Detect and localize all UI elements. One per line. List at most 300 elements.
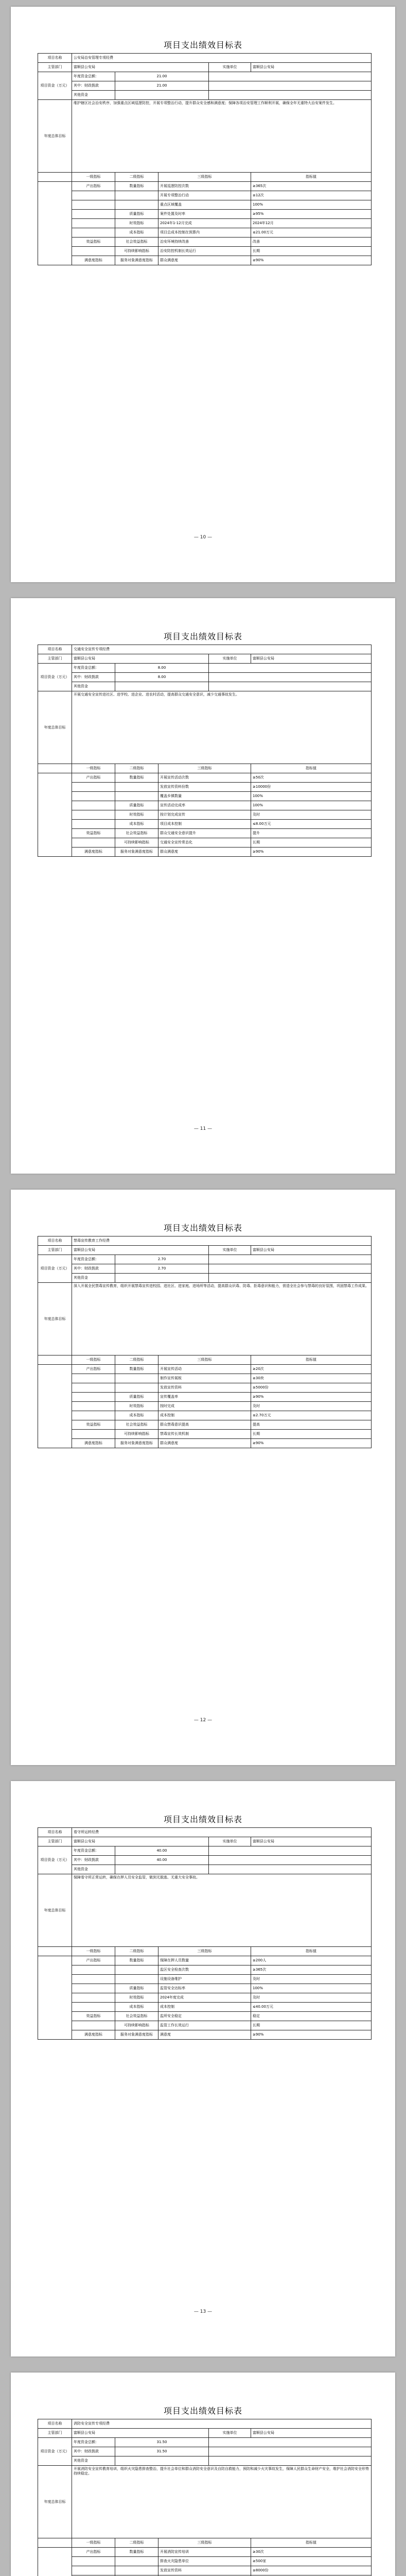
indicator-l1 (72, 219, 115, 228)
indicator-row (38, 820, 372, 829)
page-number: — 10 — (193, 535, 213, 540)
value-cell: 富顺县公安局 (72, 654, 209, 664)
indicator-row (38, 2021, 372, 2030)
label-cell: 主管部门 (38, 2429, 72, 2438)
header-cell: 三级指标 (158, 764, 251, 773)
page-title: 项目支出绩效目标表 (163, 40, 242, 50)
indicator-l1 (72, 1984, 115, 1993)
value-cell (115, 682, 209, 691)
indicator-l2: 成本指标 (115, 2003, 158, 2012)
label-cell: 年度资金总额： (72, 664, 115, 673)
indicator-l2 (115, 1383, 158, 1393)
header-cell: 三级指标 (158, 173, 251, 182)
label-cell: 其他资金 (72, 1274, 115, 1283)
indicator-l3: 群众满意度 (158, 256, 251, 265)
indicator-l3: 制作宣传展板 (158, 1374, 251, 1383)
label-cell: 其他资金 (72, 91, 115, 100)
indicator-l2: 时效指标 (115, 219, 158, 228)
indicator-l1 (72, 2003, 115, 2012)
indicator-l1 (72, 801, 115, 810)
label-cell: 其中：财政拨款 (72, 2447, 115, 2456)
indicator-value: ≥90% (251, 848, 372, 857)
value-cell: 31.50 (115, 2438, 209, 2447)
indicator-l3: 开展消防宣传培训 (158, 2548, 251, 2557)
indicator-l3: 成本控制 (158, 2003, 251, 2012)
indicator-l2: 时效指标 (115, 1993, 158, 2003)
indicator-l3: 治安环境持续改善 (158, 238, 251, 247)
goal-text: 维护辖区社会治安秩序，加强重点区域巡逻防控，开展专项整治行动，提升群众安全感和满意度；保障各项治安管理工作顺利开展，确保全年无重特大治安案件发生。 (72, 100, 372, 173)
row-other (38, 91, 372, 100)
row-goal (38, 1874, 372, 1947)
label-cell: 项目资金（万元） (38, 1846, 72, 1874)
value-cell (115, 1865, 209, 1874)
indicator-value: 100% (251, 801, 372, 810)
performance-table (38, 53, 372, 265)
indicator-l2: 社会效益指标 (115, 1420, 158, 1430)
indicator-row (38, 1984, 372, 1993)
indicator-value: ≥200人 (251, 1956, 372, 1965)
indicator-l3: 项目成本控制 (158, 820, 251, 829)
indicator-l1 (72, 1393, 115, 1402)
indicator-row (38, 1365, 372, 1374)
label-cell: 项目名称 (38, 1236, 72, 1246)
row-project-name (38, 645, 372, 654)
indicator-row (38, 2012, 372, 2021)
header-cell: 指标值 (251, 1355, 372, 1365)
indicator-value: ≤2.70万元 (251, 1411, 372, 1420)
row-indicator-header (38, 764, 372, 773)
row-other (38, 682, 372, 691)
row-goal (38, 691, 372, 764)
label-cell: 其中：财政拨款 (72, 1264, 115, 1274)
indicator-l2: 服务对象满意度指标 (115, 1439, 158, 1448)
indicator-row (38, 773, 372, 783)
value-cell (115, 91, 209, 100)
indicator-row (38, 848, 372, 857)
label-cell: 其中：财政拨款 (72, 1856, 115, 1865)
indicator-l2: 成本指标 (115, 228, 158, 238)
indicator-l2: 社会效益指标 (115, 238, 158, 247)
indicator-value: 长期 (251, 838, 372, 848)
indicator-l2: 数量指标 (115, 2548, 158, 2557)
indicator-row (38, 838, 372, 848)
indicator-row (38, 829, 372, 838)
empty-cell (38, 764, 72, 773)
label-cell: 年度总体目标 (38, 691, 72, 764)
page-title: 项目支出绩效目标表 (163, 1815, 242, 1824)
indicator-l3: 重点区域覆盖 (158, 200, 251, 210)
goal-text: 保障看守所正常运转，确保在押人员安全监管，做到无脱逃、无重大安全事故。 (72, 1874, 372, 1947)
page-number: — 13 — (193, 2309, 213, 2314)
goal-text: 开展交通安全宣传进社区、进学校、进企业、进农村活动，提高群众交通安全意识，减少交通事故发生。 (72, 691, 372, 764)
indicator-value: ≥365次 (251, 182, 372, 191)
empty-cell (209, 91, 372, 100)
row-indicator-header (38, 1355, 372, 1365)
value-cell: 21.00 (115, 72, 209, 81)
header-cell: 二级指标 (115, 1947, 158, 1956)
indicator-l3: 成本控制 (158, 1411, 251, 1420)
indicator-l3: 案件处置及时率 (158, 210, 251, 219)
indicator-group-cell (38, 182, 72, 265)
value-cell: 31.50 (115, 2447, 209, 2456)
row-fiscal (38, 81, 372, 91)
empty-cell (209, 1865, 372, 1874)
indicator-l2: 服务对象满意度指标 (115, 848, 158, 857)
indicator-value: ≥20次 (251, 1365, 372, 1374)
indicator-row (38, 1975, 372, 1984)
header-cell: 指标值 (251, 764, 372, 773)
value-cell: 富顺县公安局 (72, 1246, 209, 1255)
indicator-row (38, 2557, 372, 2566)
empty-cell (209, 1856, 372, 1865)
indicator-l3: 监所安全稳定 (158, 2012, 251, 2021)
label-cell: 其他资金 (72, 2456, 115, 2466)
indicator-l3: 开展宣传活动次数 (158, 773, 251, 783)
document-page (11, 1190, 395, 1765)
indicator-l3: 保障在押人员数量 (158, 1956, 251, 1965)
header-cell: 二级指标 (115, 173, 158, 182)
empty-cell (38, 2538, 72, 2548)
label-cell: 年度资金总额： (72, 1255, 115, 1264)
row-fiscal (38, 1856, 372, 1865)
indicator-value: ≥10000份 (251, 783, 372, 792)
indicator-row (38, 256, 372, 265)
row-other (38, 1274, 372, 1283)
label-cell: 主管部门 (38, 654, 72, 664)
label-cell: 项目资金（万元） (38, 72, 72, 100)
label-cell: 实施单位 (209, 63, 251, 72)
indicator-value: ≥500家 (251, 2557, 372, 2566)
row-indicator-header (38, 1947, 372, 1956)
indicator-l1: 产出指标 (72, 1956, 115, 1965)
header-cell: 三级指标 (158, 1947, 251, 1956)
indicator-value: ≥90% (251, 1439, 372, 1448)
indicator-l3: 交通安全宣传常态化 (158, 838, 251, 848)
value-cell: 消防安全宣传专项经费 (72, 2419, 372, 2429)
indicator-value: ≥30块 (251, 1374, 372, 1383)
indicator-row (38, 2030, 372, 2040)
label-cell: 主管部门 (38, 63, 72, 72)
indicator-value: 100% (251, 1984, 372, 1993)
indicator-l2: 可持续影响指标 (115, 838, 158, 848)
indicator-l3: 满意度 (158, 2030, 251, 2040)
row-dept (38, 1837, 372, 1846)
indicator-row (38, 1430, 372, 1439)
indicator-row (38, 1993, 372, 2003)
indicator-l3: 宣传覆盖率 (158, 1393, 251, 1402)
indicator-l3: 发放宣传资料 (158, 1383, 251, 1393)
indicator-l3: 开展专项整治行动 (158, 191, 251, 200)
indicator-value: ≥8000份 (251, 2566, 372, 2575)
indicator-l2: 质量指标 (115, 1393, 158, 1402)
row-dept (38, 654, 372, 664)
indicator-l1: 满意度指标 (72, 256, 115, 265)
indicator-row (38, 810, 372, 820)
indicator-value: 2024年12月 (251, 219, 372, 228)
empty-cell (209, 2438, 372, 2447)
header-cell: 二级指标 (115, 1355, 158, 1365)
indicator-l3: 按时完成 (158, 1402, 251, 1411)
indicator-value: ≥5000份 (251, 1383, 372, 1393)
indicator-row (38, 219, 372, 228)
empty-cell (209, 1264, 372, 1274)
header-cell: 二级指标 (115, 2538, 158, 2548)
header-cell: 二级指标 (115, 764, 158, 773)
value-cell: 富顺县公安局 (72, 1837, 209, 1846)
indicator-l1: 满意度指标 (72, 1439, 115, 1448)
indicator-l1 (72, 1965, 115, 1975)
row-project-name (38, 2419, 372, 2429)
indicator-l1 (72, 247, 115, 256)
page-title: 项目支出绩效目标表 (163, 632, 242, 641)
indicator-l2: 服务对象满意度指标 (115, 256, 158, 265)
document-page (11, 7, 395, 582)
indicator-row (38, 1393, 372, 1402)
indicator-l3: 群众满意度 (158, 1439, 251, 1448)
row-indicator-header (38, 2538, 372, 2548)
label-cell: 项目资金（万元） (38, 664, 72, 691)
indicator-row (38, 228, 372, 238)
indicator-l1 (72, 1430, 115, 1439)
indicator-l2 (115, 191, 158, 200)
page-number: — 11 — (193, 1126, 213, 1131)
indicator-value: 及时 (251, 1975, 372, 1984)
empty-cell (38, 173, 72, 182)
value-cell (115, 2456, 209, 2466)
indicator-value: ≥95% (251, 210, 372, 219)
indicator-l2 (115, 1374, 158, 1383)
indicator-l2: 社会效益指标 (115, 2012, 158, 2021)
indicator-row (38, 1374, 372, 1383)
indicator-l1 (72, 783, 115, 792)
label-cell: 项目名称 (38, 54, 72, 63)
empty-cell (209, 72, 372, 81)
value-cell: 8.00 (115, 673, 209, 682)
indicator-row (38, 2548, 372, 2557)
empty-cell (209, 1255, 372, 1264)
indicator-l2: 质量指标 (115, 801, 158, 810)
indicator-row (38, 1402, 372, 1411)
label-cell: 其他资金 (72, 1865, 115, 1874)
row-indicator-header (38, 173, 372, 182)
indicator-l2 (115, 2557, 158, 2566)
row-fiscal (38, 673, 372, 682)
indicator-row (38, 210, 372, 219)
label-cell: 年度总体目标 (38, 2466, 72, 2538)
indicator-row (38, 182, 372, 191)
value-cell: 富顺县公安局 (251, 63, 372, 72)
indicator-l3: 项目总成本控制在预算内 (158, 228, 251, 238)
empty-cell (38, 1355, 72, 1365)
label-cell: 其中：财政拨款 (72, 673, 115, 682)
label-cell: 主管部门 (38, 1837, 72, 1846)
indicator-value: 及时 (251, 1993, 372, 2003)
indicator-row (38, 1411, 372, 1420)
indicator-value: ≥365次 (251, 1965, 372, 1975)
indicator-l2: 时效指标 (115, 1402, 158, 1411)
indicator-row (38, 1383, 372, 1393)
indicator-value: ≤21.00万元 (251, 228, 372, 238)
indicator-l1: 效益指标 (72, 2012, 115, 2021)
indicator-l1 (72, 2021, 115, 2030)
row-other (38, 1865, 372, 1874)
value-cell: 富顺县公安局 (72, 2429, 209, 2438)
indicator-l2: 可持续影响指标 (115, 247, 158, 256)
indicator-row (38, 1439, 372, 1448)
indicator-l1 (72, 820, 115, 829)
indicator-l3: 按计划完成宣传 (158, 810, 251, 820)
indicator-l1: 效益指标 (72, 1420, 115, 1430)
label-cell: 年度总体目标 (38, 1874, 72, 1947)
label-cell: 其他资金 (72, 682, 115, 691)
indicator-l1: 满意度指标 (72, 2030, 115, 2040)
performance-table (38, 645, 372, 857)
indicator-l2: 质量指标 (115, 1984, 158, 1993)
indicator-l2 (115, 1965, 158, 1975)
empty-cell (209, 682, 372, 691)
indicator-l1: 满意度指标 (72, 848, 115, 857)
row-funds (38, 1255, 372, 1264)
indicator-l3: 群众禁毒意识提高 (158, 1420, 251, 1430)
indicator-l3: 监区安全检查次数 (158, 1965, 251, 1975)
indicator-l2: 质量指标 (115, 210, 158, 219)
indicator-l1: 产出指标 (72, 2548, 115, 2557)
row-fiscal (38, 2447, 372, 2456)
row-project-name (38, 1828, 372, 1837)
value-cell: 富顺县公安局 (251, 2429, 372, 2438)
row-project-name (38, 1236, 372, 1246)
performance-table (38, 1827, 372, 2040)
indicator-row (38, 238, 372, 247)
indicator-value: 稳定 (251, 2012, 372, 2021)
indicator-row (38, 801, 372, 810)
performance-table (38, 1236, 372, 1448)
indicator-l2: 可持续影响指标 (115, 1430, 158, 1439)
indicator-row (38, 1956, 372, 1965)
header-cell: 三级指标 (158, 1355, 251, 1365)
indicator-value: 改善 (251, 238, 372, 247)
row-other (38, 2456, 372, 2466)
indicator-row (38, 2003, 372, 2012)
indicator-l3: 覆盖乡镇数量 (158, 792, 251, 801)
indicator-value: 提升 (251, 829, 372, 838)
goal-text: 深入开展全民禁毒宣传教育，组织开展禁毒宣传进校园、进社区、进家庭、进场所等活动，提高群众识毒、防毒、拒毒意识和能力，营造全社会参与禁毒的良好氛围，巩固禁毒工作成果。 (72, 1283, 372, 1355)
value-cell: 富顺县公安局 (251, 1837, 372, 1846)
document-page (11, 598, 395, 1174)
row-goal (38, 2466, 372, 2538)
indicator-value: ≥12次 (251, 191, 372, 200)
indicator-value: 100% (251, 200, 372, 210)
indicator-l2: 成本指标 (115, 820, 158, 829)
indicator-l1 (72, 1993, 115, 2003)
value-cell: 2.70 (115, 1255, 209, 1264)
indicator-value: 长期 (251, 1430, 372, 1439)
indicator-value: 长期 (251, 247, 372, 256)
empty-cell (209, 81, 372, 91)
indicator-l1 (72, 1374, 115, 1383)
row-funds (38, 1846, 372, 1856)
header-cell: 指标值 (251, 1947, 372, 1956)
row-goal (38, 1283, 372, 1355)
performance-table (38, 2419, 372, 2576)
empty-cell (38, 1947, 72, 1956)
indicator-l3: 发放宣传资料份数 (158, 783, 251, 792)
empty-cell (209, 2456, 372, 2466)
indicator-l3: 发放宣传资料 (158, 2566, 251, 2575)
indicator-l2: 可持续影响指标 (115, 2021, 158, 2030)
header-cell: 一级指标 (72, 2538, 115, 2548)
indicator-l3: 宣传活动完成率 (158, 801, 251, 810)
row-fiscal (38, 1264, 372, 1274)
row-funds (38, 2438, 372, 2447)
indicator-l1 (72, 1975, 115, 1984)
label-cell: 主管部门 (38, 1246, 72, 1255)
indicator-row (38, 247, 372, 256)
indicator-l1 (72, 1383, 115, 1393)
indicator-value: 提高 (251, 1420, 372, 1430)
label-cell: 实施单位 (209, 654, 251, 664)
label-cell: 实施单位 (209, 1246, 251, 1255)
indicator-value: 长期 (251, 2021, 372, 2030)
indicator-l2: 成本指标 (115, 1411, 158, 1420)
label-cell: 项目名称 (38, 1828, 72, 1837)
indicator-value: 100% (251, 792, 372, 801)
indicator-l3: 设施设备维护 (158, 1975, 251, 1984)
value-cell: 40.00 (115, 1846, 209, 1856)
indicator-value: ≥90% (251, 2030, 372, 2040)
empty-cell (209, 673, 372, 682)
label-cell: 年度资金总额： (72, 1846, 115, 1856)
indicator-l1 (72, 200, 115, 210)
value-cell: 公安局治安管理专项经费 (72, 54, 372, 63)
indicator-l2 (115, 783, 158, 792)
indicator-l1: 产出指标 (72, 1365, 115, 1374)
indicator-row (38, 191, 372, 200)
indicator-l1: 产出指标 (72, 182, 115, 191)
indicator-row (38, 1420, 372, 1430)
page-title: 项目支出绩效目标表 (163, 1223, 242, 1233)
value-cell: 40.00 (115, 1856, 209, 1865)
indicator-l1 (72, 2566, 115, 2575)
indicator-value: 及时 (251, 810, 372, 820)
value-cell: 富顺县公安局 (251, 1246, 372, 1255)
indicator-group-cell (38, 2548, 72, 2576)
indicator-l2: 数量指标 (115, 182, 158, 191)
page-title: 项目支出绩效目标表 (163, 2406, 242, 2416)
indicator-l3: 群众交通安全意识提升 (158, 829, 251, 838)
indicator-row (38, 792, 372, 801)
value-cell: 看守所运转经费 (72, 1828, 372, 1837)
empty-cell (209, 1846, 372, 1856)
indicator-value: ≥90% (251, 1393, 372, 1402)
indicator-l1 (72, 838, 115, 848)
indicator-l3: 2024年1-12月完成 (158, 219, 251, 228)
indicator-l1 (72, 2557, 115, 2566)
indicator-l2: 数量指标 (115, 1956, 158, 1965)
label-cell: 项目资金（万元） (38, 2438, 72, 2466)
label-cell: 年度资金总额： (72, 2438, 115, 2447)
value-cell: 富顺县公安局 (251, 654, 372, 664)
indicator-value: ≤40.00万元 (251, 2003, 372, 2012)
row-project-name (38, 54, 372, 63)
indicator-l3: 禁毒宣传长效机制 (158, 1430, 251, 1439)
row-dept (38, 63, 372, 72)
indicator-l3: 排查火灾隐患单位 (158, 2557, 251, 2566)
indicator-l3: 治安防控机制长效运行 (158, 247, 251, 256)
page-number: — 12 — (193, 1718, 213, 1723)
indicator-l1: 效益指标 (72, 829, 115, 838)
row-dept (38, 2429, 372, 2438)
